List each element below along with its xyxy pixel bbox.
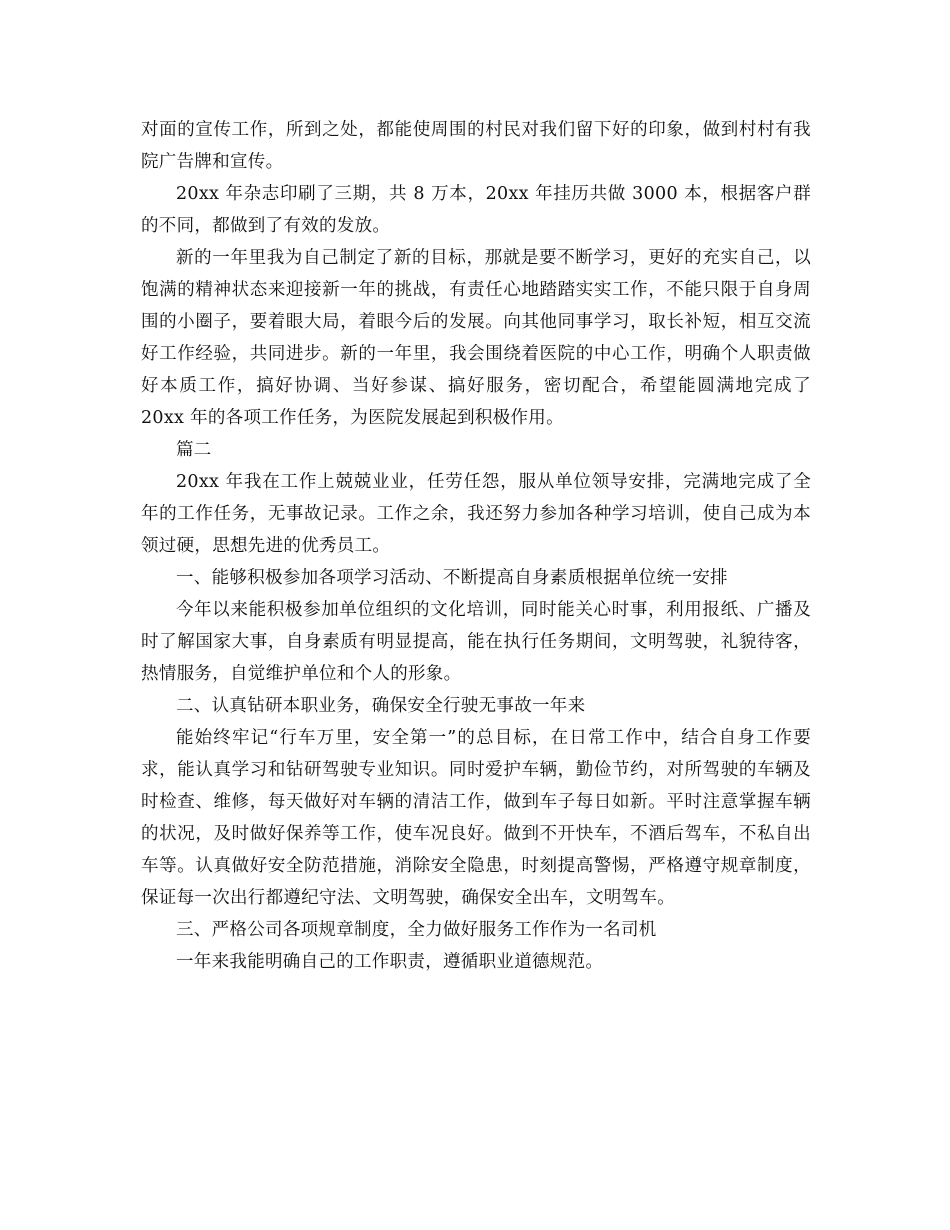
subheading-company-rules: 三、严格公司各项规章制度，全力做好服务工作作为一名司机	[176, 920, 657, 940]
paragraph-new-year-goals: 新的一年里我为自己制定了新的目标，那就是要不断学习，更好的充实自己，以饱满的精神状态来迎接新一年的挑战，有责任心地踏踏实实工作，不能只限于自身周围的小圈子，要着眼大局，着眼今后的发展。向其他同事学习，取长补短，相互交流好工作经验，共同进步。新的一年里，我会围绕着医院的中心工作，明确个人职责做好本质工作，搞好协调、当好参谋、搞好服务，密切配合，希望能圆满地完成了 20xx 年的各项工作任务，为医院发展起到积极作用。	[141, 248, 811, 428]
paragraph-work-summary: 20xx 年我在工作上兢兢业业，任劳任怨，服从单位领导安排，完满地完成了全年的工作任务，无事故记录。工作之余，我还努力参加各种学习培训，使自己成为本领过硬，思想先进的优秀员工。	[141, 472, 811, 556]
paragraph-duties: 一年来我能明确自己的工作职责，遵循职业道德规范。	[176, 952, 604, 972]
section-heading-part-two: 篇二	[176, 440, 212, 460]
subheading-safe-driving: 二、认真钻研本职业务，确保安全行驶无事故一年来	[176, 696, 586, 716]
document-body	[141, 114, 811, 978]
paragraph-training: 今年以来能积极参加单位组织的文化培训，同时能关心时事，利用报纸、广播及时了解国家大事，自身素质有明显提高，能在执行任务期间，文明驾驶，礼貌待客，热情服务，自觉维护单位和个人的形象。	[141, 600, 811, 684]
paragraph-safety-details: 能始终牢记“行车万里，安全第一”的总目标，在日常工作中，结合自身工作要求，能认真学习和钻研驾驶专业知识。同时爱护车辆，勤俭节约，对所驾驶的车辆及时检查、维修，每天做好对车辆的清洁工作，做到车子每日如新。平时注意掌握车辆的状况，及时做好保养等工作，使车况良好。做到不开快车，不酒后驾车，不私自出车等。认真做好安全防范措施，消除安全隐患，时刻提高警惕，严格遵守规章制度，保证每一次出行都遵纪守法、文明驾驶，确保安全出车，文明驾车。	[141, 728, 811, 908]
paragraph-continuation: 对面的宣传工作，所到之处，都能使周围的村民对我们留下好的印象，做到村村有我院广告牌和宣传。	[141, 120, 811, 172]
paragraph-magazine-printing: 20xx 年杂志印刷了三期，共 8 万本，20xx 年挂历共做 3000 本，根据客户群的不同，都做到了有效的发放。	[141, 184, 811, 236]
subheading-study-activities: 一、能够积极参加各项学习活动、不断提高自身素质根据单位统一安排	[176, 568, 728, 588]
